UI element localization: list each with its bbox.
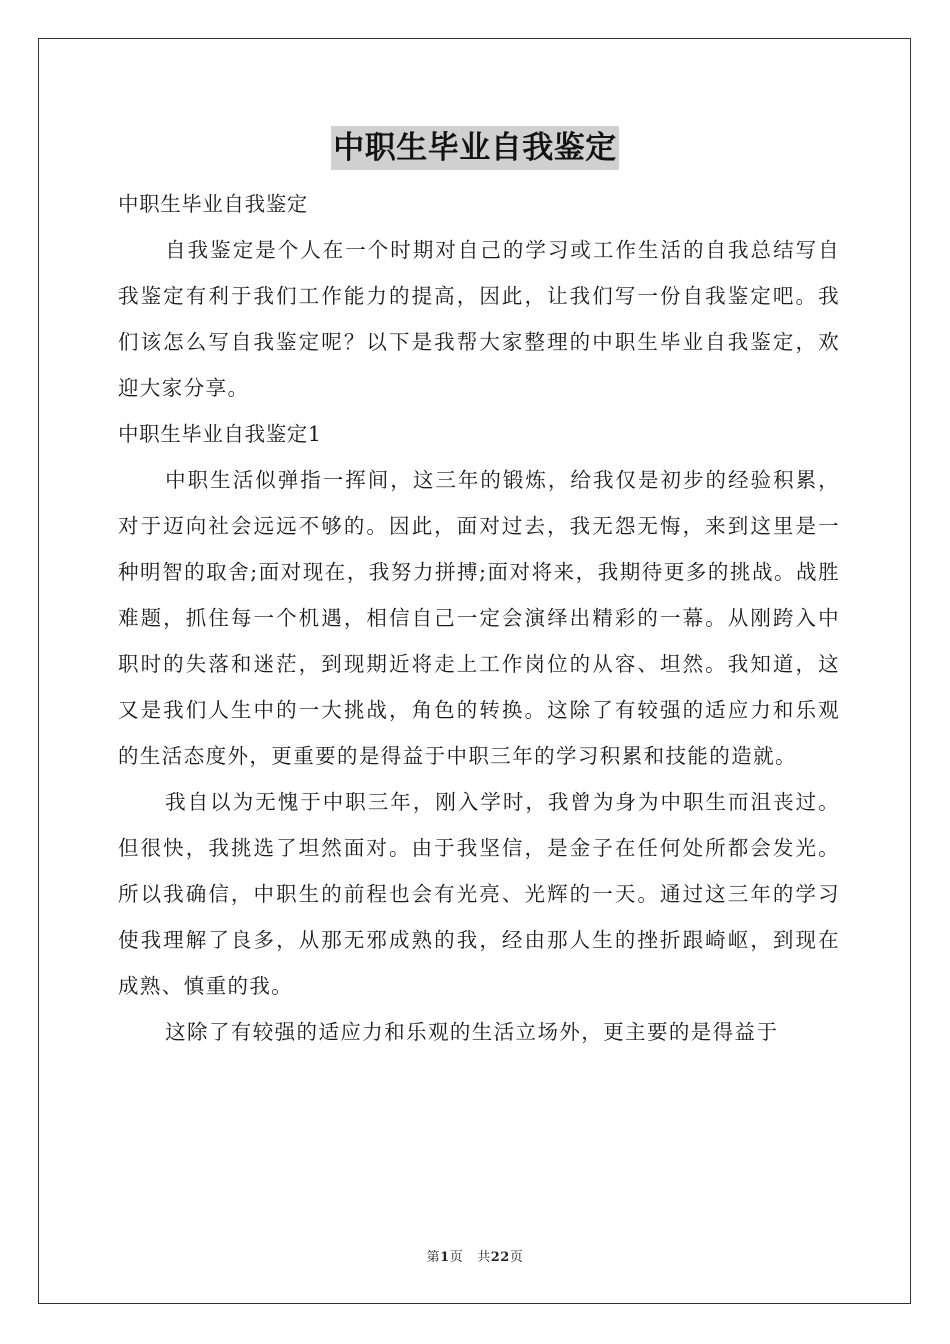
total-prefix: 共 <box>477 1250 491 1265</box>
section-heading: 中职生毕业自我鉴定1 <box>118 422 322 446</box>
document-body <box>118 181 840 1055</box>
total-page-number: 22 <box>490 1250 510 1265</box>
document-subtitle: 中职生毕业自我鉴定 <box>118 192 308 216</box>
total-suffix: 页 <box>509 1250 524 1265</box>
body-paragraph: 这除了有较强的适应力和乐观的生活立场外，更主要的是得益于 <box>165 1020 779 1044</box>
page-suffix: 页 <box>449 1250 464 1265</box>
intro-paragraph: 自我鉴定是个人在一个时期对自己的学习或工作生活的自我总结写自我鉴定有利于我们工作能力的提高，因此，让我们写一份自我鉴定吧。我们该怎么写自我鉴定呢？以下是我帮大家整理的中职生毕业自我鉴定，欢迎大家分享。 <box>118 238 840 400</box>
page-footer <box>0 1246 950 1265</box>
body-paragraph: 中职生活似弹指一挥间，这三年的锻炼，给我仅是初步的经验积累，对于迈向社会远远不够的。因此，面对过去，我无怨无悔，来到这里是一种明智的取舍;面对现在，我努力拼搏;面对将来，我期待更多的挑战。战胜难题，抓住每一个机遇，相信自己一定会演绎出精彩的一幕。从刚跨入中职时的失落和迷茫，到现期近将走上工作岗位的从容、坦然。我知道，这又是我们人生中的一大挑战，角色的转换。这除了有较强的适应力和乐观的生活态度外，更重要的是得益于中职三年的学习积累和技能的造就。 <box>118 468 840 768</box>
body-paragraph: 我自以为无愧于中职三年，刚入学时，我曾为身为中职生而沮丧过。但很快，我挑选了坦然面对。由于我坚信，是金子在任何处所都会发光。所以我确信，中职生的前程也会有光亮、光辉的一天。通过这三年的学习使我理解了良多，从那无邪成熟的我，经由那人生的挫折跟崎岖，到现在成熟、慎重的我。 <box>118 790 840 998</box>
document-title: 中职生毕业自我鉴定 <box>331 126 619 170</box>
title-container <box>0 126 950 170</box>
page-prefix: 第 <box>426 1250 441 1265</box>
current-page-number: 1 <box>440 1250 450 1265</box>
